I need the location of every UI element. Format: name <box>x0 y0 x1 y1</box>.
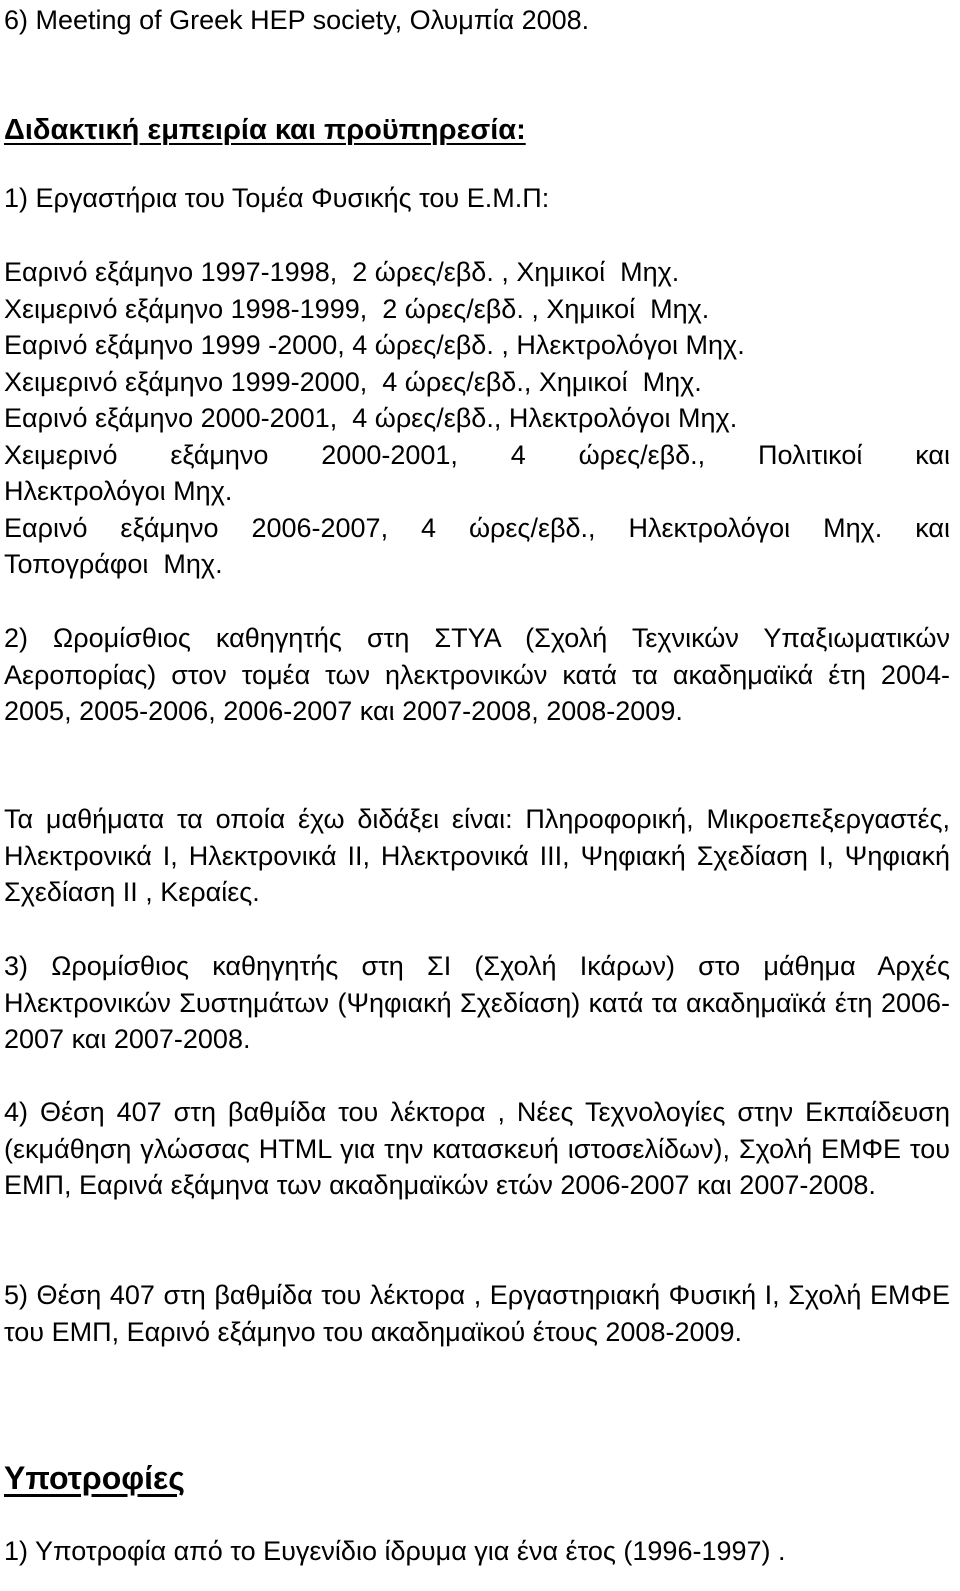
semester-line: Χειμερινό εξάμηνο 2000-2001, 4 ώρες/εβδ., Πολιτικοί και <box>4 439 950 470</box>
meeting-item: 6) Meeting of Greek HEP society, Ολυμπία 2008. <box>4 5 590 35</box>
item-5-paragraph: 5) Θέση 407 στη βαθμίδα του λέκτορα , Εργαστηριακή Φυσική Ι, Σχολή ΕΜΦΕ του ΕΜΠ, Εαρινό εξάμηνο του ακαδημαϊκού έτους 2008-2009. <box>4 1280 950 1347</box>
semester-list <box>4 254 950 583</box>
scholarship-item-1: 1) Υποτροφία από το Ευγενίδιο ίδρυμα για ένα έτος (1996-1997) . <box>4 1536 786 1566</box>
semester-line: Χειμερινό εξάμηνο 1998-1999, 2 ώρες/εβδ. , Χημικοί Μηχ. <box>4 293 710 324</box>
semester-line: Εαρινό εξάμηνο 2000-2001, 4 ώρες/εβδ., Ηλεκτρολόγοι Μηχ. <box>4 403 738 433</box>
semester-line: Εαρινό εξάμηνο 1997-1998, 2 ώρες/εβδ. , Χημικοί Μηχ. <box>4 257 680 287</box>
semester-line-cont: Τοπογράφοι Μηχ. <box>4 549 223 579</box>
courses-paragraph: Τα μαθήματα τα οποία έχω διδάξει είναι: Πληροφορική, Μικροεπεξεργαστές, Ηλεκτρονικά Ι, Ηλεκτρονικά ΙΙ, Ηλεκτρονικά ΙΙΙ, Ψηφιακή Σχεδίαση Ι, Ψηφιακή Σχεδίαση ΙΙ , Κεραίες. <box>4 804 950 907</box>
semester-line: Χειμερινό εξάμηνο 1999-2000, 4 ώρες/εβδ., Χημικοί Μηχ. <box>4 366 702 397</box>
item-2-paragraph: 2) Ωρομίσθιος καθηγητής στη ΣΤΥΑ (Σχολή Τεχνικών Υπαξιωματικών Αεροπορίας) στον τομέα των ηλεκτρονικών κατά τα ακαδημαϊκά έτη 2004-2005, 2005-2006, 2006-2007 και 2007-2008, 2008-2009. <box>4 623 950 726</box>
teaching-heading: Διδακτική εμπειρία και προϋπηρεσία: <box>4 114 526 146</box>
semester-line: Εαρινό εξάμηνο 1999 -2000, 4 ώρες/εβδ. , Ηλεκτρολόγοι Μηχ. <box>4 330 745 360</box>
item-3-paragraph: 3) Ωρομίσθιος καθηγητής στη ΣΙ (Σχολή Ικάρων) στο μάθημα Αρχές Ηλεκτρονικών Συστημάτων (Ψηφιακή Σχεδίαση) κατά τα ακαδημαϊκά έτη 2006-2007 και 2007-2008. <box>4 951 950 1054</box>
item-4-paragraph: 4) Θέση 407 στη βαθμίδα του λέκτορα , Νέες Τεχνολογίες στην Εκπαίδευση (εκμάθηση γλώσσας HTML για την κατασκευή ιστοσελίδων), Σχολή ΕΜΦΕ του ΕΜΠ, Εαρινά εξάμηνα των ακαδημαϊκών ετών 2006-2007 και 2007-2008. <box>4 1097 950 1200</box>
semester-line-cont: Ηλεκτρολόγοι Μηχ. <box>4 476 233 506</box>
scholarships-heading: Υποτροφίες <box>4 1460 185 1496</box>
item-1-title: 1) Εργαστήρια του Τομέα Φυσικής του Ε.Μ.Π: <box>4 183 550 213</box>
semester-line: Εαρινό εξάμηνο 2006-2007, 4 ώρες/εβδ., Ηλεκτρολόγοι Μηχ. και <box>4 512 950 543</box>
